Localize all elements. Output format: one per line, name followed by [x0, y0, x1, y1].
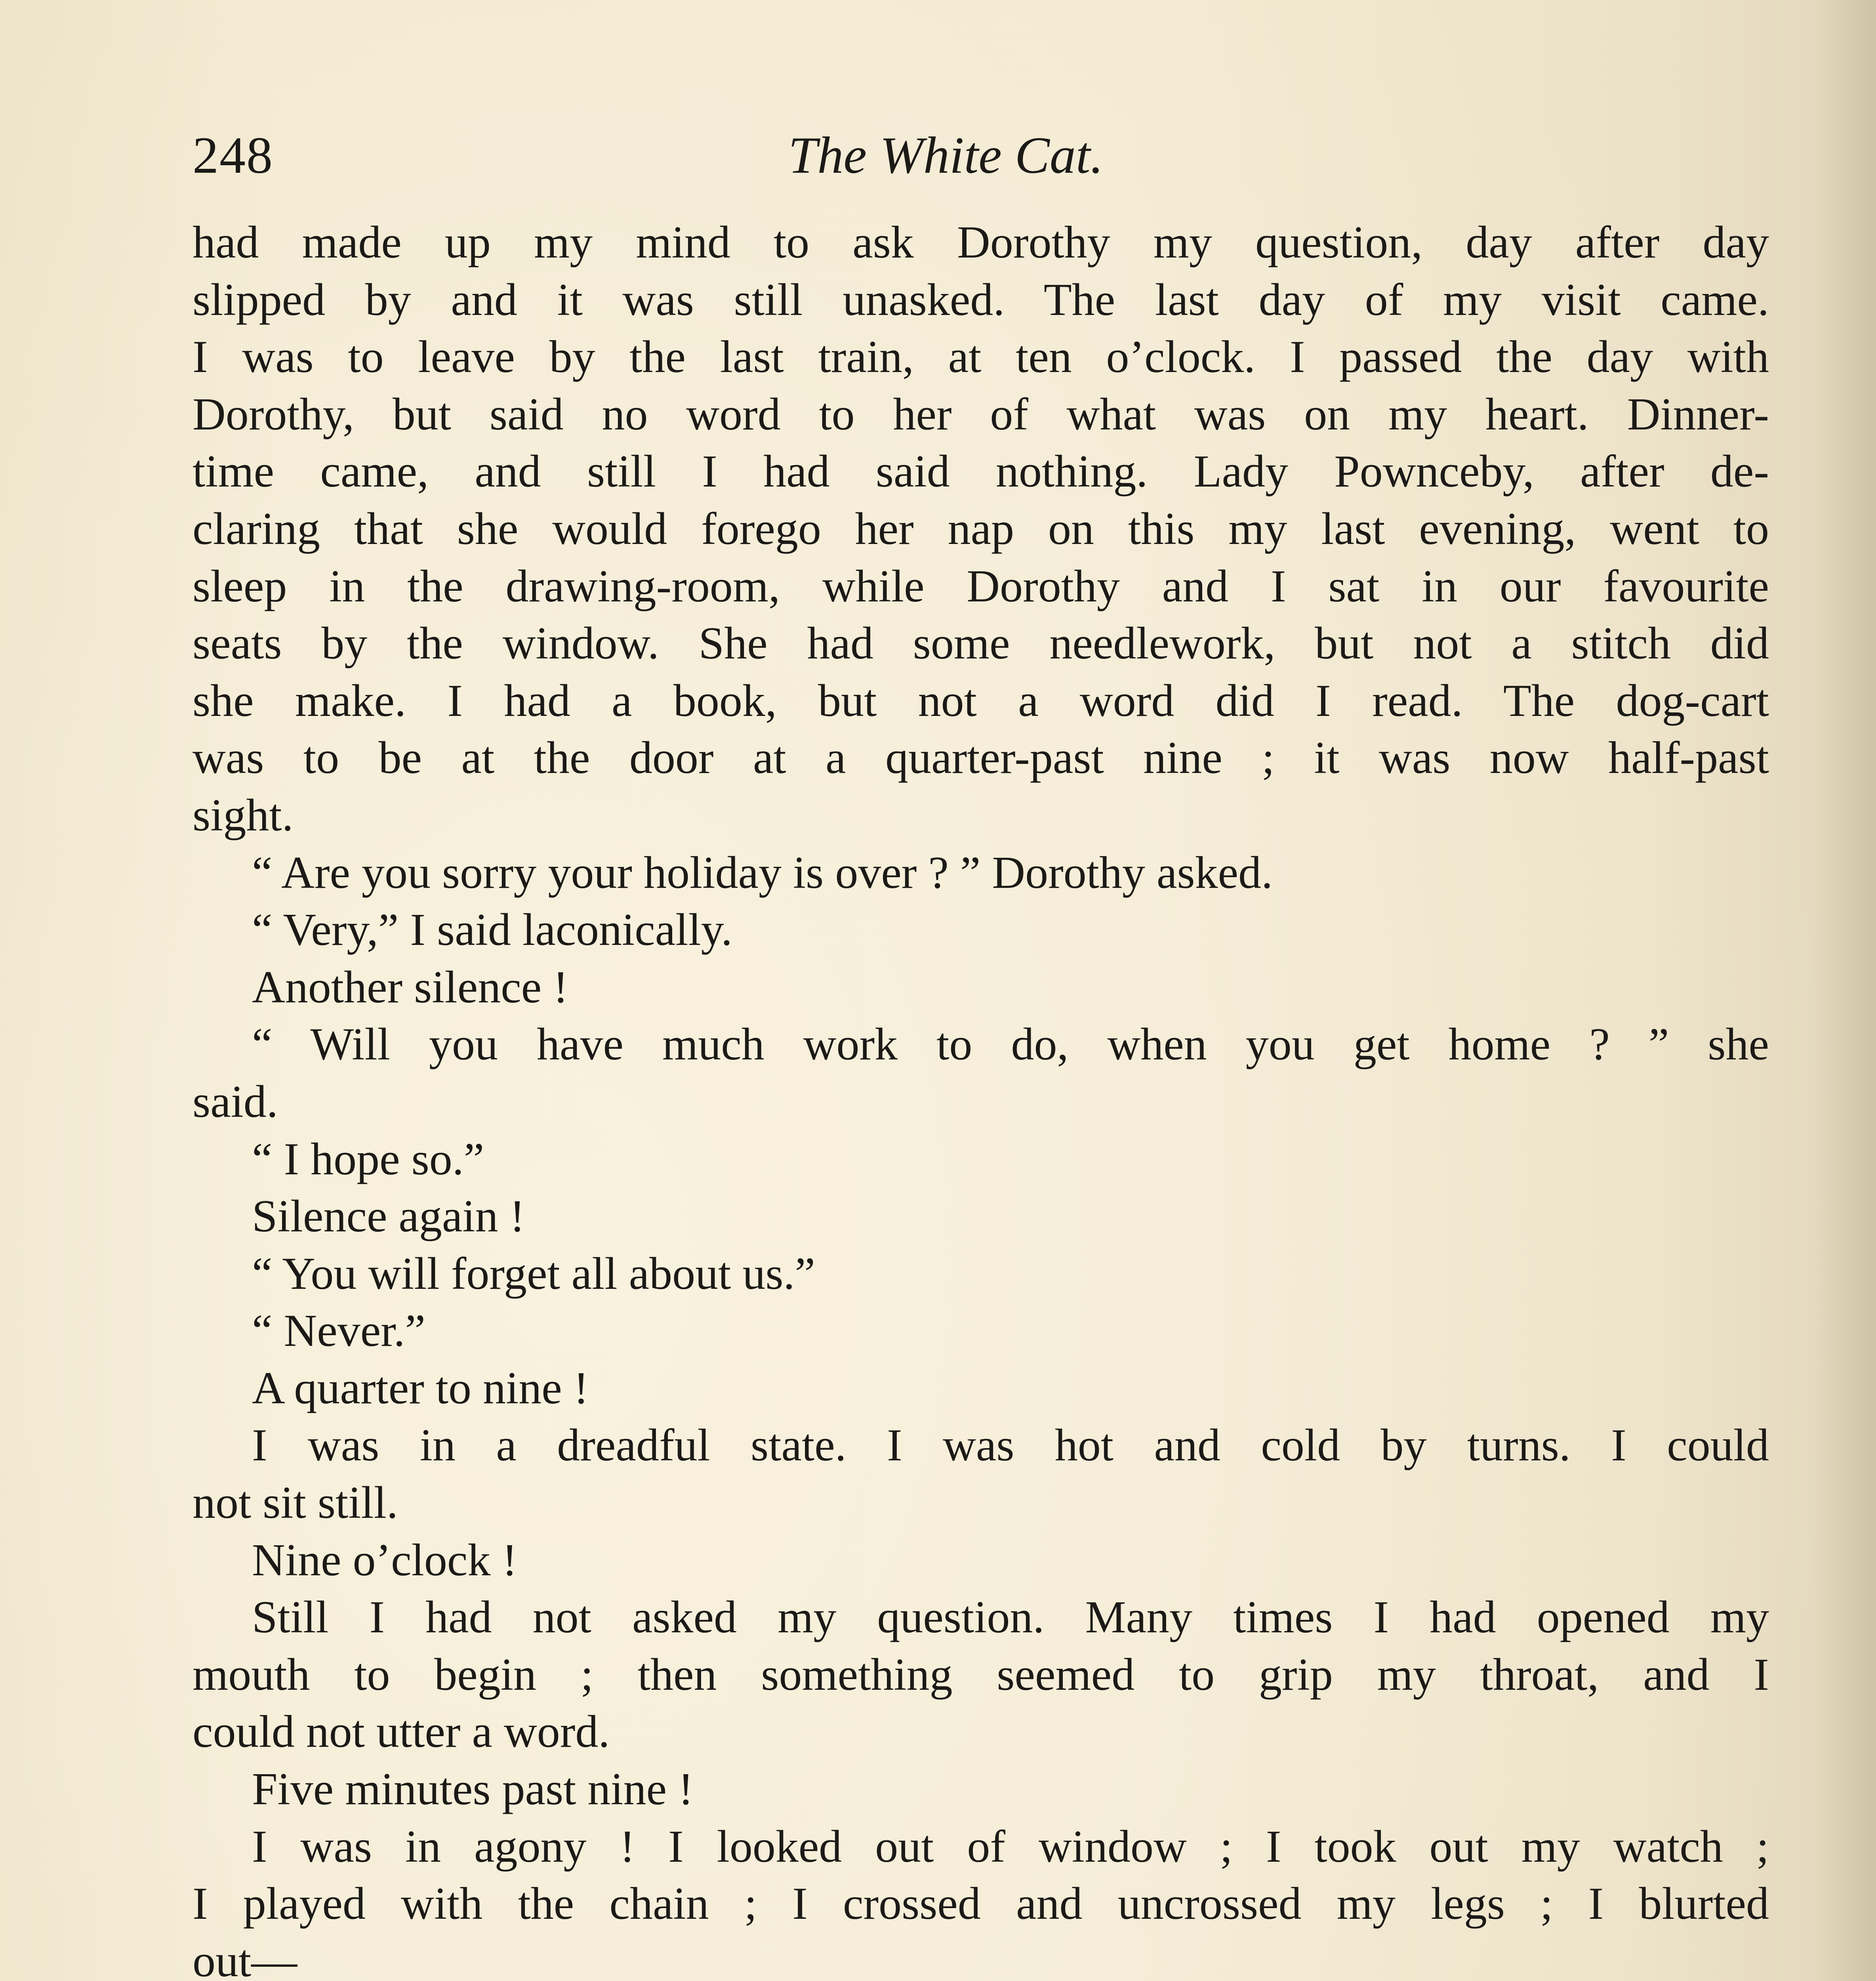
page-number: 248 — [193, 126, 273, 184]
text-line: time came, and still I had said nothing. Lady Pownceby, after de- — [193, 446, 1769, 497]
page-edge-shadow — [1813, 0, 1876, 1981]
text-line: said. — [193, 1076, 278, 1127]
text-line: “ I hope so.” — [252, 1134, 484, 1185]
text-line: could not utter a word. — [193, 1706, 610, 1758]
text-line: Silence again ! — [252, 1191, 525, 1242]
text-line: I was to leave by the last train, at ten o’clock. I passed the day with — [193, 332, 1769, 383]
body-text — [193, 214, 1769, 1981]
running-title: The White Cat. — [788, 126, 1104, 184]
text-line: she make. I had a book, but not a word did I read. The dog-cart — [193, 675, 1769, 726]
text-line: “ Very,” I said laconically. — [252, 905, 733, 956]
text-line: not sit still. — [193, 1477, 398, 1529]
text-line: Still I had not asked my question. Many times I had opened my — [252, 1592, 1769, 1643]
text-line: seats by the window. She had some needlework, but not a stitch did — [193, 618, 1769, 669]
text-line: Nine o’clock ! — [252, 1534, 517, 1586]
text-line: out— — [193, 1935, 297, 1981]
text-line: I was in agony ! I looked out of window ; I took out my watch ; — [252, 1821, 1769, 1872]
text-line: I played with the chain ; I crossed and uncrossed my legs ; I blurted — [193, 1878, 1769, 1929]
text-line: slipped by and it was still unasked. The last day of my visit came. — [193, 274, 1769, 325]
text-line: Dorothy, but said no word to her of what was on my heart. Dinner- — [193, 389, 1769, 440]
text-line: Another silence ! — [252, 962, 568, 1013]
text-line: mouth to begin ; then something seemed to grip my throat, and I — [193, 1649, 1769, 1700]
text-line: Five minutes past nine ! — [252, 1764, 694, 1815]
text-line: had made up my mind to ask Dorothy my question, day after day — [193, 217, 1769, 268]
text-line: A quarter to nine ! — [252, 1363, 589, 1414]
text-line: claring that she would forego her nap on this my last evening, went to — [193, 503, 1769, 554]
text-line: sight. — [193, 790, 294, 841]
text-line: I was in a dreadful state. I was hot and cold by turns. I could — [252, 1420, 1769, 1471]
text-line: was to be at the door at a quarter-past nine ; it was now half-past — [193, 733, 1769, 784]
text-line: “ Never.” — [252, 1305, 425, 1357]
text-line: “ You will forget all about us.” — [252, 1248, 815, 1299]
text-line: “ Are you sorry your holiday is over ? ” Dorothy asked. — [252, 847, 1273, 898]
text-line: sleep in the drawing-room, while Dorothy and I sat in our favourite — [193, 561, 1769, 612]
text-line: “ Will you have much work to do, when you get home ? ” she — [252, 1019, 1769, 1070]
